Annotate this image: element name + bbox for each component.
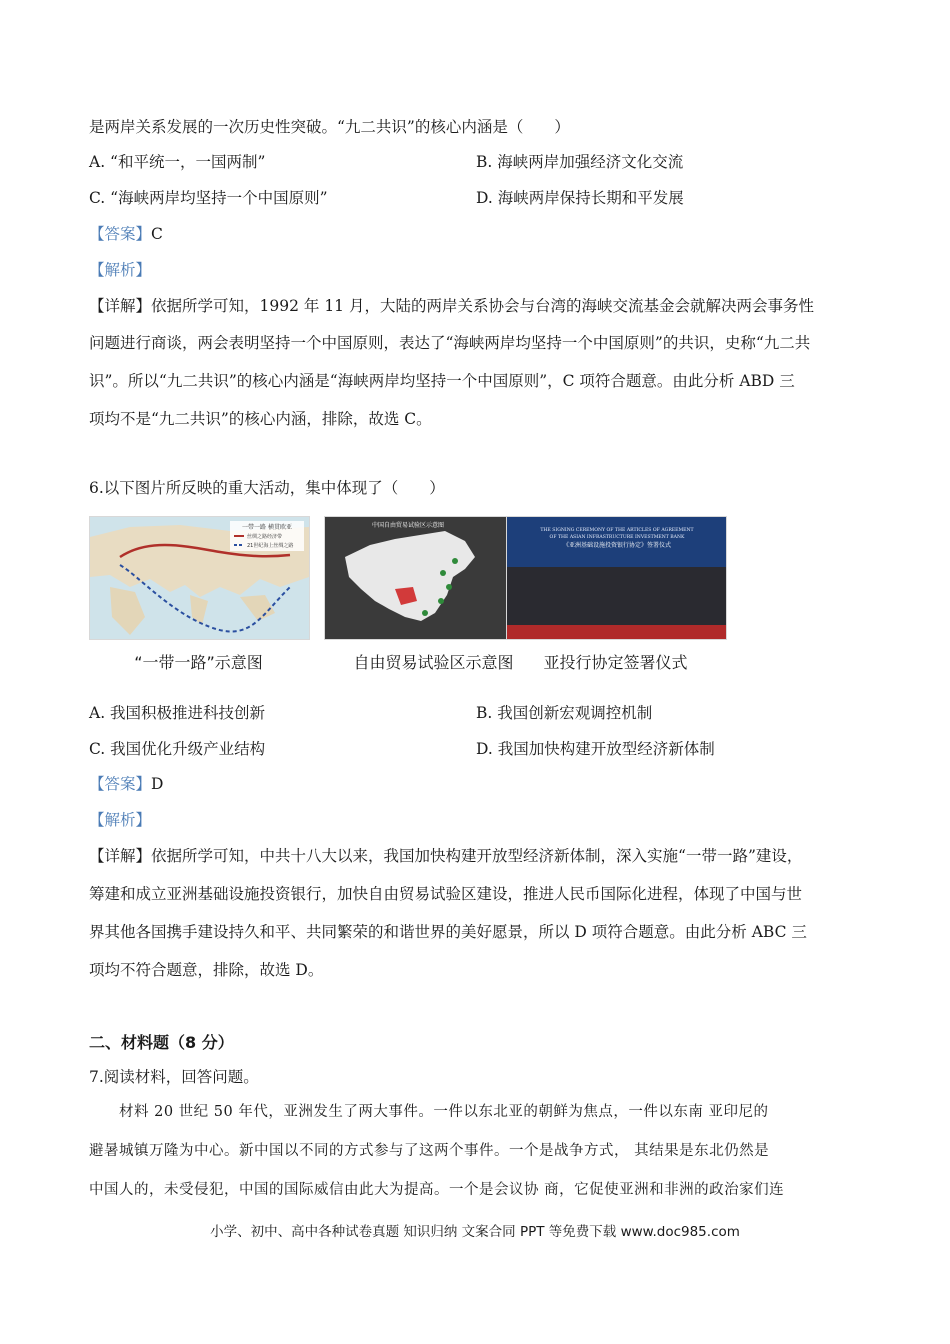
q7-stem: 7.阅读材料，回答问题。 — [89, 1068, 259, 1086]
banner-chinese: 《亚洲基础设施投资银行协定》签署仪式 — [562, 542, 672, 549]
legend-title: 一带一路 横贯欧亚 — [242, 524, 292, 531]
group-photo-icon — [507, 517, 726, 639]
banner-english-2: OF THE ASIAN INFRASTRUCTURE INVESTMENT BANK — [549, 535, 685, 540]
q5-detail-line-1 — [89, 295, 869, 317]
q6-detail-line-1 — [89, 845, 869, 867]
aiib-ceremony-photo — [506, 516, 727, 640]
q6-stem: 6.以下图片所反映的重大活动，集中体现了（ ） — [89, 479, 445, 497]
q6-detail-line-3: 界其他各国携手建设持久和平、共同繁荣的和谐世界的美好愿景，所以 D 项符合题意。由此分析 ABC 三 — [89, 923, 807, 941]
q5-option-b: B. 海峡两岸加强经济文化交流 — [476, 153, 684, 171]
q5-answer — [89, 223, 869, 245]
q5-detail-line-4: 项均不是“九二共识”的核心内涵，排除，故选 C。 — [89, 410, 432, 428]
belt-road-map-icon — [90, 517, 309, 639]
q7-material-line-2: 避暑城镇万隆为中心。新中国以不同的方式参与了这两个事件。一个是战争方式， 其结果是东北仍然是 — [89, 1143, 770, 1159]
q5-option-d: D. 海峡两岸保持长期和平发展 — [476, 189, 684, 207]
q6-detail-line-2: 筹建和成立亚洲基础设施投资银行，加快自由贸易试验区建设，推进人民币国际化进程，体现了中国与世 — [89, 885, 803, 903]
figure-caption-belt-road: “一带一路”示意图 — [134, 653, 263, 672]
figure-caption-free-trade-zone: 自由贸易试验区示意图 — [353, 653, 514, 672]
detail-text: 依据所学可知，1992 年 11 月，大陆的两岸关系协会与台湾的海峡交流基金会就解决两会事务性 — [151, 297, 814, 315]
legend-item-silk-road: 丝绸之路经济带 — [247, 534, 283, 540]
q6-detail-line-4: 项均不符合题意，排除，故选 D。 — [89, 961, 324, 979]
section-title: 二、材料题（8 分） — [89, 1033, 234, 1052]
answer-value: D — [151, 775, 164, 793]
q6-answer — [89, 773, 869, 795]
figure-caption-aiib: 亚投行协定签署仪式 — [543, 653, 688, 672]
page-footer: 小学、初中、高中各种试卷真题 知识归纳 文案合同 PPT 等免费下载 www.doc985.com — [210, 1224, 740, 1240]
china-map-icon — [325, 517, 491, 639]
detail-text: 依据所学可知，中共十八大以来，我国加快构建开放型经济新体制，深入实施“一带一路”建设， — [151, 847, 803, 865]
banner-english-1: THE SIGNING CEREMONY OF THE ARTICLES OF AGREEMENT — [540, 528, 694, 533]
q5-option-a: A. “和平统一，一国两制” — [89, 153, 266, 171]
q6-option-d: D. 我国加快构建开放型经济新体制 — [476, 740, 715, 758]
map-title: 中国自由贸易试验区示意图 — [371, 522, 445, 529]
q7-material-line-3: 中国人的，未受侵犯，中国的国际威信由此大为提高。一个是会议协 商，它促使亚洲和非洲的政治家们连 — [89, 1182, 785, 1198]
q6-analysis-tag: 【解析】 — [89, 811, 152, 829]
legend-item-maritime-route: 21世纪海上丝绸之路 — [247, 543, 294, 549]
q5-option-c: C. “海峡两岸均坚持一个中国原则” — [89, 189, 328, 207]
answer-tag: 【答案】 — [89, 225, 152, 243]
detail-tag: 【详解】 — [89, 297, 152, 315]
answer-value: C — [151, 225, 163, 243]
q6-option-a: A. 我国积极推进科技创新 — [89, 704, 266, 722]
answer-tag: 【答案】 — [89, 775, 152, 793]
q5-detail-line-3: 识”。所以“九二共识”的核心内涵是“海峡两岸均坚持一个中国原则”，C 项符合题意。由此分析 ABD 三 — [89, 372, 795, 390]
q5-stem: 是两岸关系发展的一次历史性突破。“九二共识”的核心内涵是（ ） — [89, 118, 570, 136]
detail-tag: 【详解】 — [89, 847, 152, 865]
q6-option-c: C. 我国优化升级产业结构 — [89, 740, 266, 758]
q5-analysis-tag: 【解析】 — [89, 261, 152, 279]
q6-option-b: B. 我国创新宏观调控机制 — [476, 704, 653, 722]
q7-material-line-1: 材料 20 世纪 50 年代，亚洲发生了两大事件。一件以东北亚的朝鲜为焦点，一件以东南 亚印尼的 — [119, 1104, 769, 1120]
q5-detail-line-2: 问题进行商谈，两会表明坚持一个中国原则，表达了“海峡两岸均坚持一个中国原则”的共识，史称“九二共 — [89, 334, 811, 352]
belt-road-map-image — [89, 516, 310, 640]
